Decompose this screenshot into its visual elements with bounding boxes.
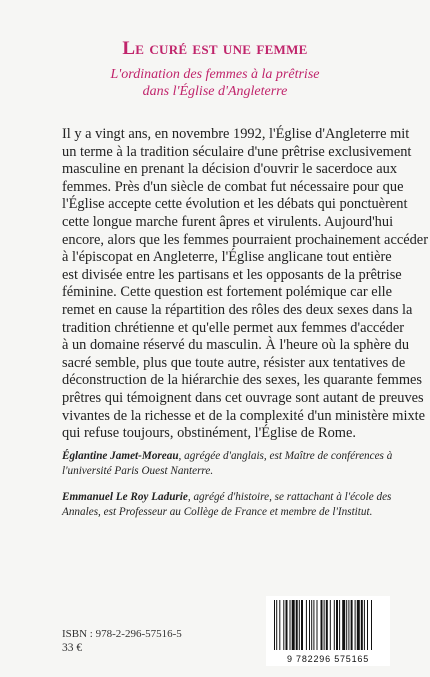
summary-text	[62, 126, 428, 443]
barcode-bar	[346, 600, 347, 650]
barcode-bar	[301, 600, 303, 650]
barcode-bar	[355, 600, 356, 650]
subtitle-line: L'ordination des femmes à la prêtrise	[110, 67, 320, 82]
barcode-bar	[326, 600, 328, 650]
barcode-bar	[309, 600, 310, 650]
summary-line: est divisée entre les partisans et les opposants de la prêtrise	[62, 266, 402, 283]
barcode-bar	[351, 600, 353, 650]
author-bio-text: Annales, est Professeur au Collège de France et membre de l'Institut.	[62, 506, 373, 518]
isbn-label: ISBN : 978-2-296-57516-5	[62, 628, 182, 640]
summary-line: remet en cause la répartition des rôles des deux sexes dans la	[62, 301, 413, 318]
barcode-bar	[330, 600, 331, 650]
author-bio-1	[62, 449, 393, 479]
summary-line: tradition chrétienne et qu'elle permet aux femmes d'accéder	[62, 319, 405, 336]
barcode-bar	[342, 600, 345, 650]
barcode-bar	[279, 600, 280, 650]
summary-line: à l'épiscopat en Angleterre, l'Église anglicane tout entière	[62, 249, 392, 266]
summary-line: un terme à la tradition séculaire d'une prêtrise exclusivement	[62, 143, 412, 160]
summary-line: Il y a vingt ans, en novembre 1992, l'Église d'Angleterre mit	[62, 126, 410, 142]
barcode-bar	[361, 600, 363, 650]
summary-line: l'Église accepte cette évolution et les débats qui ponctuèrent	[62, 196, 408, 213]
barcode-bar	[306, 600, 307, 650]
subtitle-line: dans l'Église d'Angleterre	[142, 84, 288, 99]
summary-line: femmes. Près d'un siècle de combat fut nécessaire pour que	[62, 178, 404, 195]
barcode-bar	[367, 600, 368, 650]
author-name: Églantine Jamet-Moreau	[62, 450, 179, 462]
barcode-bar	[290, 600, 291, 650]
barcode-bar	[364, 600, 365, 650]
barcode-bar	[348, 600, 349, 650]
barcode-bar	[296, 600, 298, 650]
barcode-bars	[266, 596, 390, 654]
barcode-bar	[371, 600, 372, 650]
book-subtitle	[0, 66, 430, 100]
barcode-bar	[339, 600, 340, 650]
barcode-bar	[283, 600, 284, 650]
barcode-bar	[313, 600, 314, 650]
barcode-bar	[357, 600, 360, 650]
summary-line: prêtres qui témoignent dans cet ouvrage sont autant de preuves	[62, 389, 424, 406]
barcode-bar	[292, 600, 295, 650]
barcode-bar	[336, 600, 338, 650]
summary-line: vivantes de la richesse et de la complexité d'un ministère mixte	[62, 407, 426, 424]
summary-line: masculine en prenant la décision d'ouvrir le sacerdoce aux	[62, 161, 398, 178]
barcode-bar	[276, 600, 277, 650]
book-title: Le curé est une femme	[122, 38, 308, 59]
summary-line: féminine. Cette question est fortement polémique car elle	[62, 284, 393, 301]
barcode-bar	[286, 600, 288, 650]
barcode-bar	[324, 600, 325, 650]
barcode-bar	[311, 600, 312, 650]
price-label: 33 €	[62, 642, 83, 654]
summary-line: à un domaine réservé du masculin. À l'heure où la sphère du	[62, 337, 410, 354]
author-bio-text: , agrégé d'histoire, se rattachant à l'école des	[187, 491, 392, 503]
author-bio-2	[62, 490, 392, 520]
barcode-number: 9 782296 575165	[286, 654, 370, 664]
author-bio-text: , agrégée d'anglais, est Maître de conférences à	[178, 450, 393, 462]
barcode-bar	[274, 600, 275, 650]
author-name: Emmanuel Le Roy Ladurie	[62, 491, 188, 503]
barcode-bar	[317, 600, 318, 650]
barcode-bar	[334, 600, 335, 650]
summary-line: encore, alors que les femmes pourraient prochainement accéder	[62, 231, 428, 248]
barcode-bar	[321, 600, 323, 650]
barcode	[266, 596, 390, 666]
barcode-bar	[299, 600, 300, 650]
author-bio-text: l'université Paris Ouest Nanterre.	[62, 465, 214, 477]
summary-line: qui refuse toujours, obstinément, l'Église de Rome.	[62, 425, 356, 442]
summary-line: cette longue marche furent âpres et virulents. Aujourd'hui	[62, 213, 394, 230]
summary-line: sacré semble, plus que toute autre, résister aux tentatives de	[62, 354, 406, 371]
summary-line: déconstruction de la hiérarchie des sexes, les quarante femmes	[62, 372, 423, 389]
